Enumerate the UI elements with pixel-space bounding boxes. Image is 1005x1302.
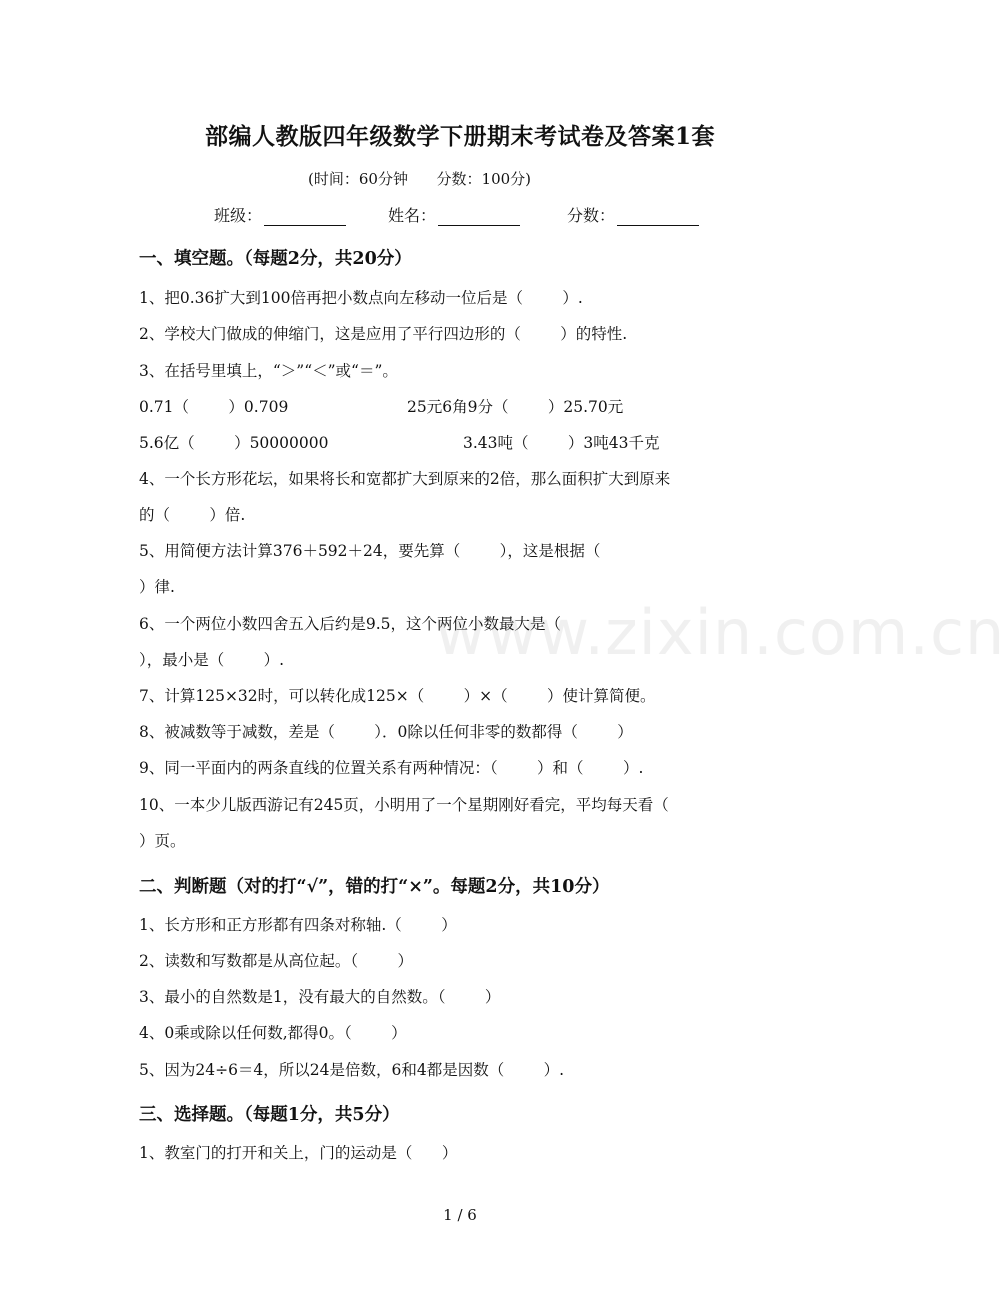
question-1-9: 9、同一平面内的两条直线的位置关系有两种情况：（ ）和（ ）. xyxy=(139,759,644,777)
question-1-8: 8、被减数等于减数，差是（ ）．0除以任何非零的数都得（ ） xyxy=(139,723,633,741)
question-3-1: 1、教室门的打开和关上，门的运动是（ ） xyxy=(139,1144,458,1162)
compare-item-d: 3.43吨（ ）3吨43千克 xyxy=(463,434,660,452)
class-label: 班级： xyxy=(214,206,263,225)
question-1-2: 2、学校大门做成的伸缩门，这是应用了平行四边形的（ ）的特性. xyxy=(139,325,628,343)
question-2-1: 1、长方形和正方形都有四条对称轴.（ ） xyxy=(139,916,457,934)
compare-item-c: 5.6亿（ ）50000000 xyxy=(139,434,329,452)
section3-heading: 三、选择题。（每题1分，共5分） xyxy=(139,1105,400,1125)
question-1-6-line2: ），最小是（ ）. xyxy=(139,651,285,669)
name-blank xyxy=(438,207,520,226)
compare-item-a: 0.71（ ）0.709 xyxy=(139,398,289,416)
question-1-5-line1: 5、用简便方法计算376＋592＋24，要先算（ ），这是根据（ xyxy=(139,542,601,560)
class-blank xyxy=(264,207,346,226)
section1-heading: 一、填空题。（每题2分，共20分） xyxy=(139,249,412,269)
question-2-4: 4、0乘或除以任何数,都得0。（ ） xyxy=(139,1024,407,1042)
question-2-5: 5、因为24÷6＝4，所以24是倍数，6和4都是因数（ ）. xyxy=(139,1061,565,1079)
question-1-3: 3、在括号里填上，“＞”“＜”或“＝”。 xyxy=(139,362,398,380)
question-2-2: 2、读数和写数都是从高位起。（ ） xyxy=(139,952,414,970)
exam-time-score: (时间：60分钟 分数：100分) xyxy=(308,170,532,188)
score-label: 分数： xyxy=(567,206,616,225)
name-field xyxy=(388,203,520,226)
question-1-4-line1: 4、一个长方形花坛，如果将长和宽都扩大到原来的2倍，那么面积扩大到原来 xyxy=(139,470,671,488)
name-label: 姓名： xyxy=(388,206,437,225)
question-1-7: 7、计算125×32时，可以转化成125×（ ）×（ ）使计算简便。 xyxy=(139,687,656,705)
question-1-1: 1、把0.36扩大到100倍再把小数点向左移动一位后是（ ）. xyxy=(139,289,583,307)
question-1-6-line1: 6、一个两位小数四舍五入后约是9.5，这个两位小数最大是（ xyxy=(139,615,562,633)
class-field xyxy=(214,203,346,226)
score-blank xyxy=(617,207,699,226)
question-1-4-line2: 的（ ）倍. xyxy=(139,506,246,524)
page-number: 1 / 6 xyxy=(443,1206,477,1224)
page-title: 部编人教版四年级数学下册期末考试卷及答案1套 xyxy=(204,123,715,150)
question-2-3: 3、最小的自然数是1，没有最大的自然数。（ ） xyxy=(139,988,501,1006)
section2-heading: 二、判断题（对的打“√”，错的打“×”。每题2分，共10分） xyxy=(139,877,610,897)
watermark: www.zixin.com.cn xyxy=(435,596,1005,669)
compare-item-b: 25元6角9分（ ）25.70元 xyxy=(407,398,624,416)
question-1-5-line2: ）律. xyxy=(139,578,175,596)
question-1-10-line2: ）页。 xyxy=(139,832,186,850)
question-1-10-line1: 10、一本少儿版西游记有245页，小明用了一个星期刚好看完，平均每天看（ xyxy=(139,796,669,814)
score-field xyxy=(567,203,699,226)
